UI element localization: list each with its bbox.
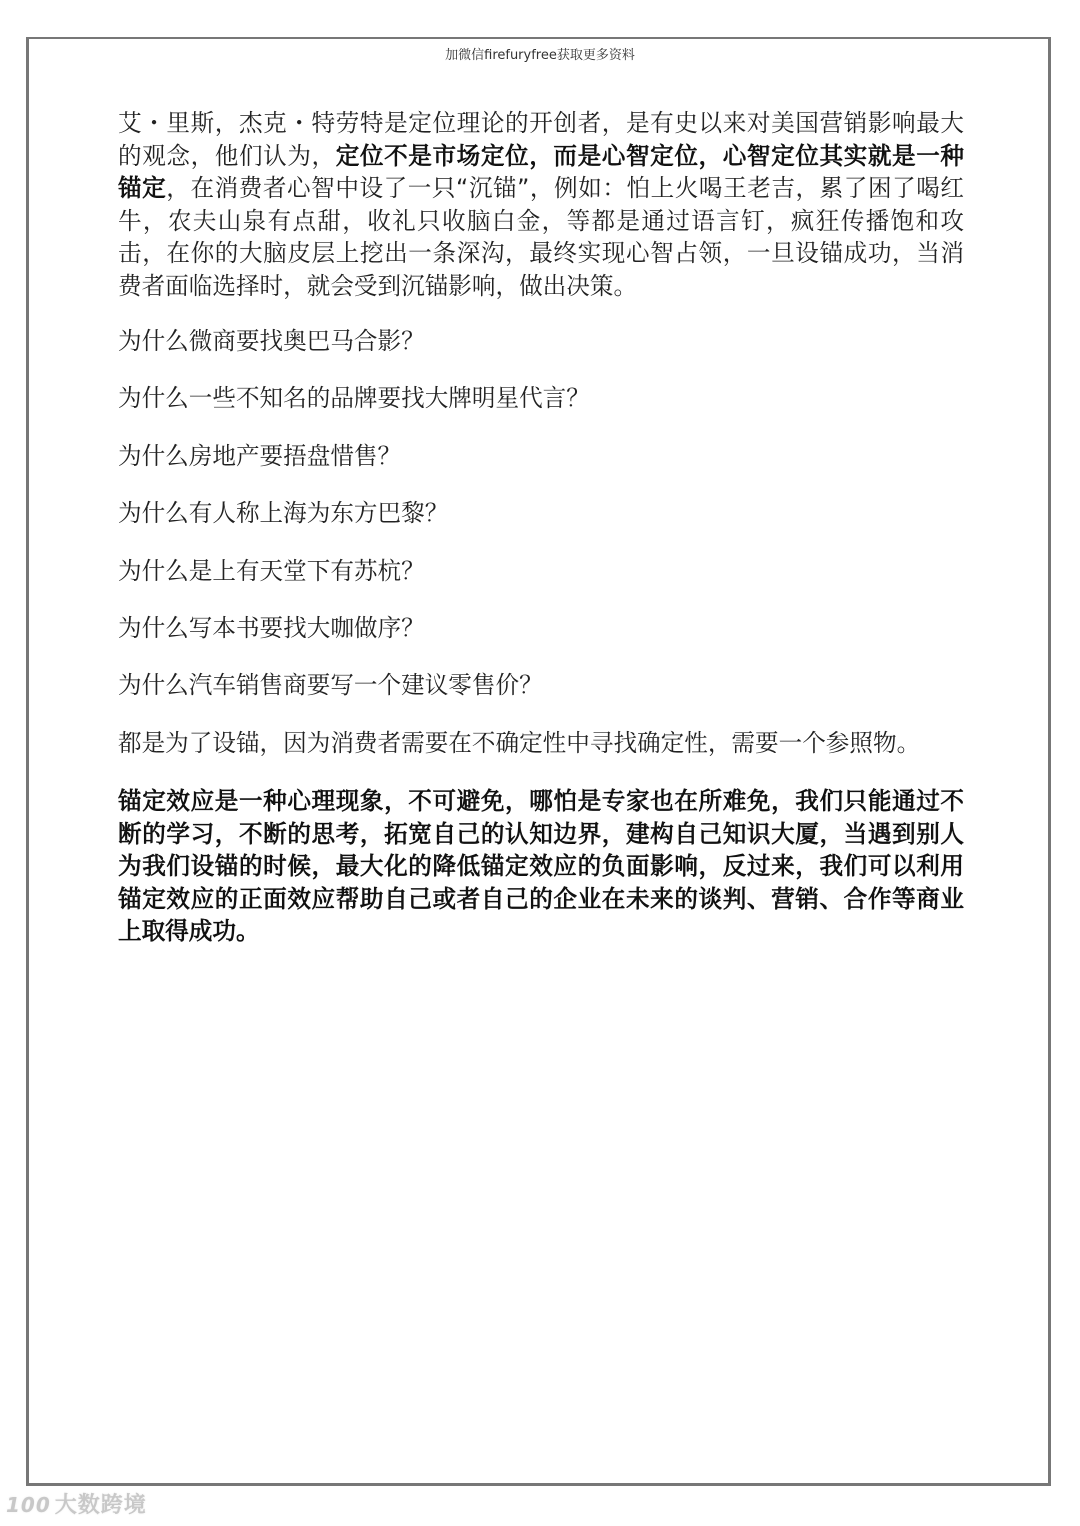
summary-paragraph: 都是为了设锚，因为消费者需要在不确定性中寻找确定性，需要一个参照物。 bbox=[118, 729, 921, 757]
question: 为什么一些不知名的品牌要找大牌明星代言？ bbox=[118, 384, 590, 412]
intro-text: 艾・里斯，杰克・特劳特是定位理论的开创者，是有史以来对美国营销影响最大的观念，他们认为， bbox=[118, 109, 964, 170]
watermark bbox=[6, 1488, 147, 1519]
watermark-logo-icon: 100 bbox=[6, 1493, 51, 1517]
page-header: 加微信firefuryfree获取更多资料 bbox=[445, 48, 635, 63]
intro-paragraph bbox=[118, 107, 964, 303]
question: 为什么微商要找奥巴马合影？ bbox=[118, 327, 425, 355]
conclusion-paragraph: 锚定效应是一种心理现象，不可避免，哪怕是专家也在所难免，我们只能通过不断的学习，不断的思考，拓宽自己的认知边界，建构自己知识大厦，当遇到别人为我们设锚的时候，最大化的降低锚定效应的负面影响，反过来，我们可以利用锚定效应的正面效应帮助自己或者自己的企业在未来的谈判、营销、合作等商业上取得成功。 bbox=[118, 787, 964, 946]
question: 为什么有人称上海为东方巴黎？ bbox=[118, 499, 449, 527]
watermark-text: 大数跨境 bbox=[54, 1493, 147, 1518]
question: 为什么是上有天堂下有苏杭？ bbox=[118, 557, 425, 585]
intro-bold-text: 定位不是市场定位，而是心智定位，心智定位其实就是一种锚定 bbox=[118, 141, 965, 203]
question: 为什么写本书要找大咖做序？ bbox=[118, 614, 425, 642]
intro-text-2: ，在消费者心智中设了一只“沉锚”，例如：怕上火喝王老吉，累了困了喝红牛，农夫山泉有点甜，收礼只收脑白金，等都是通过语言钉，疯狂传播饱和攻击，在你的大脑皮层上挖出一条深沟，最终实现心智占领，一旦设锚成功，当消费者面临选择时，就会受到沉锚影响，做出决策。 bbox=[118, 174, 964, 300]
question: 为什么汽车销售商要写一个建议零售价？ bbox=[118, 671, 543, 699]
question: 为什么房地产要捂盘惜售？ bbox=[118, 442, 402, 470]
